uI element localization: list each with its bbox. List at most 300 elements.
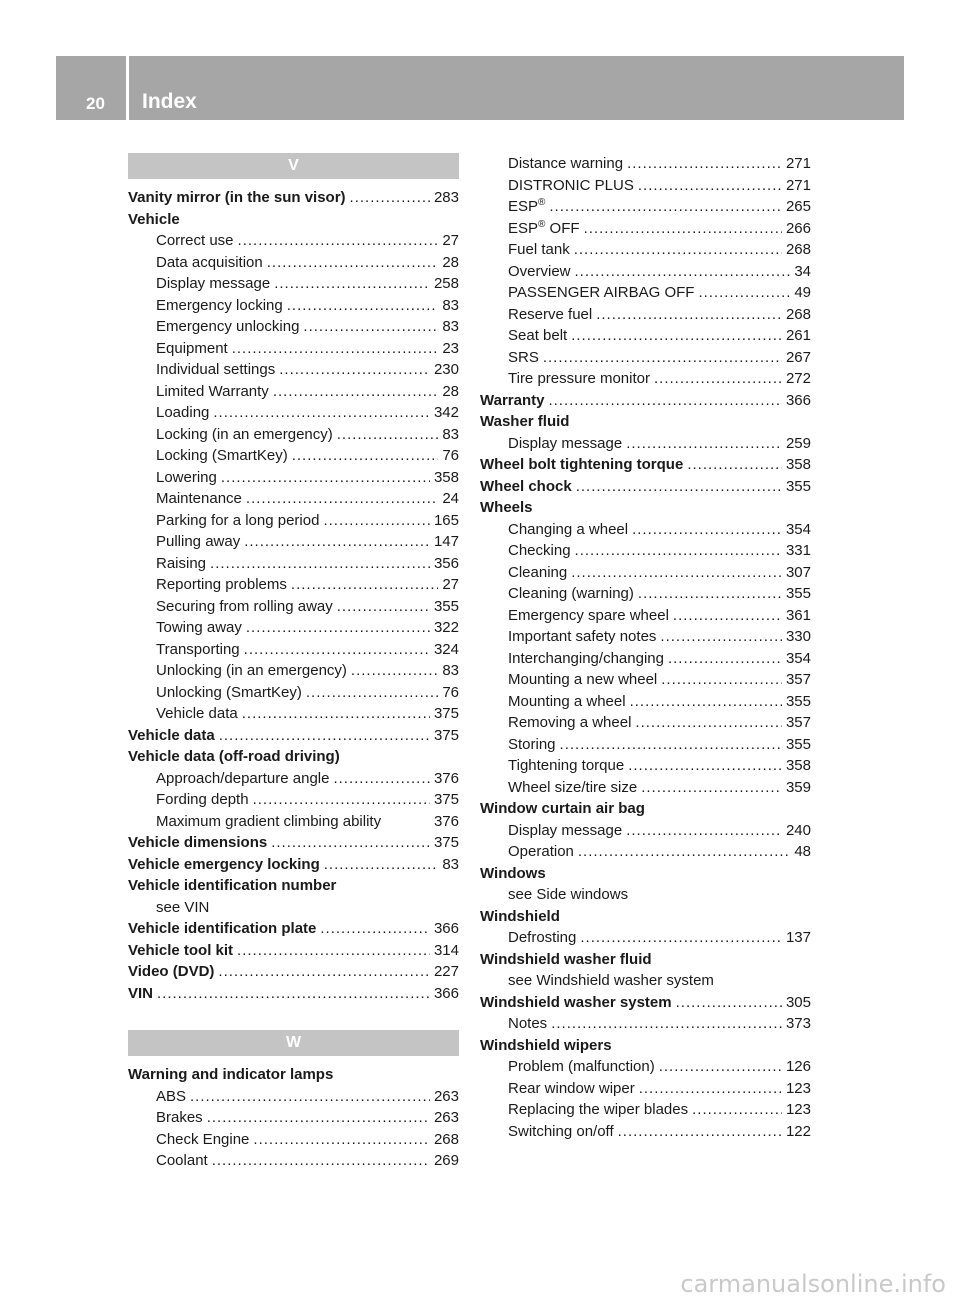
index-subentry [128,402,459,424]
leader-dots [320,918,430,940]
index-subentry [128,682,459,704]
leader-dots [698,282,790,304]
page-reference: 375 [433,705,459,722]
page-reference: 356 [433,554,459,572]
page-reference: 358 [785,456,811,473]
index-subentry [128,1129,459,1151]
entry-label [156,617,242,639]
index-subentry [128,445,459,467]
index-subentry [480,239,811,261]
leader-dots [574,239,782,261]
leader-dots [626,820,782,842]
entry-label [156,574,287,596]
leader-dots [237,940,430,962]
page-reference: 28 [442,253,459,271]
page-reference: 263 [433,1087,459,1105]
entry-label [480,476,572,498]
page-reference: 330 [785,628,811,645]
page-reference: 354 [785,649,811,667]
leader-dots [576,476,782,498]
entry-label [480,454,683,476]
entry-label [128,961,214,983]
entry-label [128,1064,333,1086]
entry-label-text: see Side windows [508,886,629,903]
entry-label [508,820,622,842]
section-letter-header: W [128,1030,459,1056]
entry-label-text: Correct use [156,232,234,249]
entry-label-text: Notes [508,1015,548,1032]
entry-label [508,605,669,627]
watermark: carmanualsonline.info [680,1270,946,1298]
index-subentry [480,927,811,949]
index-subentry [480,153,811,175]
entry-label-text: Check Engine [156,1130,250,1148]
entry-label [128,940,233,962]
page-reference: 355 [785,477,811,495]
page-reference: 357 [785,714,811,731]
leader-dots [287,295,439,317]
entry-label [128,187,346,209]
index-entry [128,746,459,768]
index-entry [128,725,459,747]
entry-label-text: ESP [508,219,539,237]
index-subentry [480,1013,811,1035]
entry-label-text: Coolant [156,1152,208,1169]
entry-label-text: Defrosting [508,929,577,946]
entry-label-text: Overview [508,262,571,280]
index-subentry [480,583,811,605]
entry-label-text: Problem (malfunction) [508,1058,655,1075]
page-reference: 366 [433,984,459,1002]
index-subentry [128,531,459,553]
index-subentry [128,596,459,618]
entry-label-text: Towing away [156,619,242,636]
page-reference: 373 [785,1015,811,1032]
entry-label [508,648,664,670]
index-entry [480,476,811,498]
leader-dots [238,230,439,252]
index-subentry [480,196,811,218]
entry-label [156,338,228,360]
entry-label [508,347,539,369]
entry-label [128,918,316,940]
leader-dots [271,832,430,854]
index-subentry [128,295,459,317]
entry-label [156,295,283,317]
entry-label [508,734,556,756]
page-reference: 137 [785,929,811,946]
entry-label [480,411,569,433]
page-reference: 354 [785,520,811,538]
page-reference: 230 [433,361,459,378]
page-reference: 366 [433,920,459,937]
entry-label-text: Removing a wheel [508,714,632,731]
leader-dots [242,703,430,725]
section-letter-header: V [128,153,459,179]
entry-label-text: Pulling away [156,533,241,550]
entry-label-text: Reporting problems [156,576,287,593]
index-subentry [128,273,459,295]
page-reference: 305 [785,993,811,1011]
leader-dots [232,338,439,360]
entry-label-text: Windshield washer fluid [480,950,652,968]
entry-label [508,239,570,261]
entry-label-text: Tightening torque [508,757,625,774]
entry-label [508,841,574,863]
entry-label [508,433,622,455]
index-entry [128,940,459,962]
entry-label [508,755,624,777]
page-reference: 376 [433,812,459,830]
index-subentry [480,734,811,756]
leader-dots [279,359,430,381]
entry-label [480,1035,612,1057]
entry-label-text: Distance warning [508,155,624,172]
page-reference: 27 [442,576,459,593]
leader-dots [273,381,439,403]
page-reference: 271 [785,155,811,172]
page-reference: 358 [785,757,811,774]
leader-dots [212,1150,430,1172]
entry-label-text: Vehicle emergency locking [128,855,320,873]
entry-label [156,789,249,811]
index-subentry [480,261,811,283]
leader-dots [213,402,430,424]
leader-dots [661,669,782,691]
index-subentry [480,777,811,799]
page-reference: 358 [433,468,459,486]
page-reference: 227 [433,963,459,980]
entry-label [156,381,269,403]
entry-label [156,467,217,489]
page-reference: 268 [785,241,811,258]
leader-dots [323,510,430,532]
leader-dots [244,639,430,661]
entry-label-text: Vehicle [128,210,180,228]
page-reference: 376 [433,769,459,787]
index-entry [128,209,459,231]
entry-label [508,1078,635,1100]
entry-label [156,510,319,532]
entry-label-text: Washer fluid [480,413,570,430]
index-subentry [128,510,459,532]
page-reference: 263 [433,1109,459,1126]
leader-dots [659,1056,782,1078]
header-divider [126,56,129,120]
leader-dots [632,519,782,541]
entry-label [508,325,567,347]
index-subentry [480,218,811,240]
leader-dots [244,531,430,553]
page-reference: 83 [442,296,459,314]
entry-label-text: Unlocking (SmartKey) [156,683,302,701]
entry-label-text: Changing a wheel [508,520,629,538]
index-subentry [128,703,459,725]
leader-dots [630,691,782,713]
index-subentry [480,691,811,713]
entry-label [156,488,242,510]
leader-dots [575,540,782,562]
entry-label [508,1099,688,1121]
index-entry [480,454,811,476]
entry-label [156,316,299,338]
page-reference: 366 [785,391,811,409]
entry-label-text: Seat belt [508,327,568,344]
entry-label [156,703,238,725]
index-subentry [480,540,811,562]
registered-mark [538,198,545,215]
entry-label [156,252,263,274]
entry-label [508,884,628,906]
entry-label [156,424,333,446]
index-entry [128,918,459,940]
entry-label-text: Data acquisition [156,253,263,271]
entry-label-text: Interchanging/changing [508,649,664,667]
entry-label-text: SRS [508,348,539,366]
entry-label-text: Warning and indicator lamps [128,1066,334,1083]
entry-label-text: Mounting a wheel [508,692,626,710]
entry-label-text: Emergency spare wheel [508,606,669,624]
entry-label-text: Warranty [480,391,545,409]
entry-label-text: Emergency unlocking [156,318,300,335]
page-reference: 240 [785,821,811,839]
index-subentry [128,359,459,381]
entry-label [128,746,340,768]
leader-dots [549,196,782,218]
leader-dots [333,768,430,790]
entry-label [508,261,571,283]
entry-label-text: Display message [508,434,623,452]
index-subentry [480,841,811,863]
leader-dots [668,648,782,670]
entry-label-text: Wheel size/tire size [508,778,638,796]
entry-label-text: Securing from rolling away [156,597,333,615]
page-title: Index [142,90,197,113]
index-subentry [128,467,459,489]
leader-dots [267,252,439,274]
index-subentry [128,230,459,252]
index-subentry [480,325,811,347]
page-reference: 48 [794,843,811,860]
entry-label-text: Replacing the wiper blades [508,1101,689,1118]
page-reference: 258 [433,275,459,292]
entry-label-text: Switching on/off [508,1122,614,1140]
index-subentry [480,884,811,906]
entry-label [128,854,320,876]
entry-label [156,768,329,790]
leader-dots [246,617,430,639]
entry-label [508,777,637,799]
entry-label [156,531,240,553]
index-subentry [128,574,459,596]
entry-label-text: Locking (in an emergency) [156,425,333,443]
leader-dots [654,368,782,390]
leader-dots [692,1099,782,1121]
page-reference: 83 [442,662,459,679]
leader-dots [306,682,438,704]
page-reference: 165 [433,511,459,529]
entry-label [156,402,209,424]
leader-dots [571,325,782,347]
entry-label-text: Reserve fuel [508,305,593,323]
index-subentry [480,755,811,777]
leader-dots [641,777,782,799]
index-subentry [480,368,811,390]
entry-label [128,983,153,1005]
entry-label-text: Limited Warranty [156,382,269,400]
entry-label [508,196,545,218]
entry-label [156,553,206,575]
entry-label [156,811,381,833]
index-entry [128,832,459,854]
leader-dots [578,841,790,863]
index-subentry [480,1099,811,1121]
leader-dots [687,454,782,476]
leader-dots [218,961,430,983]
entry-label [480,906,560,928]
index-subentry [480,347,811,369]
leader-dots [660,626,782,648]
entry-label-text: Lowering [156,468,217,486]
index-subentry [480,175,811,197]
entry-label [480,798,645,820]
leader-dots [221,467,430,489]
page-reference: 283 [433,189,459,206]
entry-label-text: VIN [128,984,154,1002]
index-subentry [128,660,459,682]
entry-label [156,273,270,295]
leader-dots [253,789,430,811]
entry-label-text: Display message [508,821,623,839]
page-reference: 266 [785,219,811,237]
leader-dots [291,574,438,596]
entry-label [128,209,180,231]
entry-label-text: ESP [508,198,539,215]
leader-dots [210,553,430,575]
leader-dots [350,187,430,209]
entry-label-text: Parking for a long period [156,511,320,529]
index-subentry [480,1056,811,1078]
index-subentry [480,669,811,691]
index-entry [128,1064,459,1086]
leader-dots [635,712,782,734]
entry-label [128,725,215,747]
leader-dots [628,755,782,777]
index-subentry [128,488,459,510]
page-reference: 265 [785,198,811,215]
leader-dots [618,1121,782,1143]
index-subentry [128,811,459,833]
entry-label-suffix: OFF [545,219,580,237]
index-subentry [128,617,459,639]
leader-dots [246,488,438,510]
entry-label-text: Maximum gradient climbing ability [156,812,382,830]
entry-label-text: Display message [156,275,271,292]
leader-dots [584,218,782,240]
index-subentry [128,1150,459,1172]
entry-label [156,682,302,704]
index-subentry [480,820,811,842]
page-number: 20 [86,94,105,113]
index-column-left [128,153,459,1172]
index-subentry [128,381,459,403]
entry-label [156,445,288,467]
entry-label [508,626,656,648]
entry-label [508,691,626,713]
index-entry [480,1035,811,1057]
entry-label [156,359,275,381]
entry-label [508,1121,614,1143]
leader-dots [673,605,782,627]
leader-dots [575,261,791,283]
page-reference: 375 [433,791,459,808]
index-subentry [480,562,811,584]
entry-label [508,970,714,992]
index-subentry [480,1121,811,1143]
entry-label [480,390,544,412]
page-reference: 355 [433,597,459,615]
page-reference: 267 [785,348,811,366]
entry-label [156,1107,203,1129]
page-reference: 357 [785,671,811,688]
leader-dots [292,445,439,467]
index-subentry [128,252,459,274]
entry-label [480,497,533,519]
leader-dots [253,1129,430,1151]
leader-dots [303,316,438,338]
page-reference: 126 [785,1058,811,1075]
page-reference: 34 [794,262,811,280]
entry-label-text: see Windshield washer system [508,972,714,989]
entry-label-text: Equipment [156,339,228,357]
entry-label [156,596,333,618]
leader-dots [596,304,782,326]
index-subentry [128,789,459,811]
page-reference: 261 [785,327,811,344]
page-reference: 28 [442,382,459,400]
entry-label [508,583,634,605]
index-subentry [480,519,811,541]
leader-dots [190,1086,430,1108]
entry-label [508,519,628,541]
leader-dots [543,347,782,369]
leader-dots [351,660,438,682]
page-reference: 83 [442,425,459,443]
page-reference: 375 [433,726,459,744]
index-entry [480,497,811,519]
page-reference: 147 [433,533,459,550]
leader-dots [337,596,430,618]
leader-dots [548,390,782,412]
entry-label [156,1086,186,1108]
page-reference: 269 [433,1152,459,1169]
entry-label [508,282,694,304]
leader-dots [551,1013,782,1035]
entry-label-text: Vehicle data (off-road driving) [128,748,340,765]
page-reference: 83 [442,855,459,873]
page-reference: 259 [785,434,811,452]
entry-label-text: Wheel chock [480,477,572,495]
index-entry [480,863,811,885]
entry-label-text: Vehicle identification number [128,877,337,894]
entry-label-text: Locking (SmartKey) [156,447,288,464]
entry-label [508,712,631,734]
entry-label [508,368,650,390]
page-reference: 268 [433,1130,459,1148]
page-reference: 27 [442,232,459,249]
index-subentry [128,768,459,790]
index-subentry [128,1107,459,1129]
